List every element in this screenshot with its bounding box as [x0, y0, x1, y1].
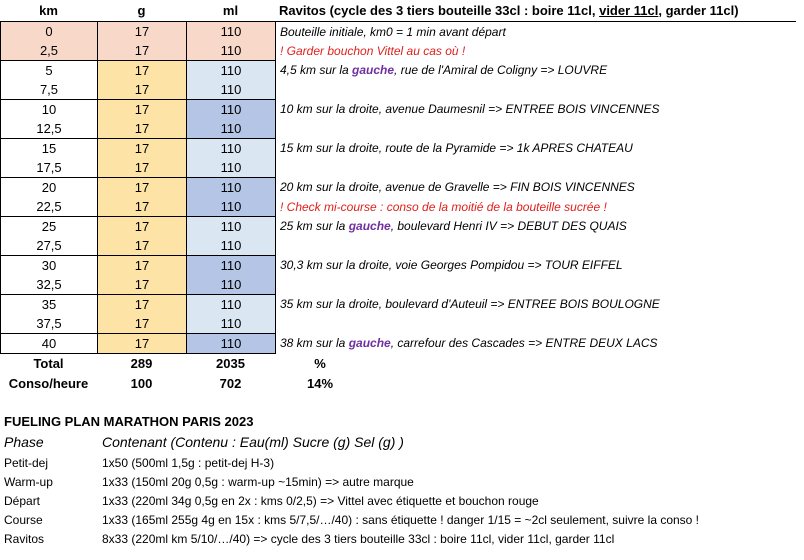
g-cell: 17: [98, 256, 187, 276]
note-text: 38 km sur la: [280, 336, 349, 351]
plan-desc: 1x33 (150ml 20g 0,5g : warm-up ~15min) => autre marque: [102, 475, 414, 489]
fueling-table: [0, 21, 796, 354]
note-text: , carrefour des Cascades => ENTRE DEUX LACS: [390, 336, 658, 351]
ml-header: ml: [222, 3, 239, 18]
plan-phase: Départ: [4, 494, 41, 508]
km-cell: 40: [1, 334, 98, 354]
ml-cell: 110: [187, 22, 276, 42]
table-row: [1, 22, 796, 42]
km-cell: 35: [1, 295, 98, 315]
contenant-header: Contenant (Contenu : Eau(ml) Sucre (g) Sel (g) ): [102, 434, 404, 450]
km-cell: 12,5: [1, 119, 98, 139]
note-cell: [276, 314, 796, 334]
table-row: [1, 197, 796, 217]
plan-title: FUELING PLAN MARATHON PARIS 2023: [4, 414, 254, 429]
note-text: , rue de l'Amiral de Coligny => LOUVRE: [394, 63, 608, 78]
table-row: [1, 217, 796, 237]
km-cell: 15: [1, 139, 98, 159]
note-cell: [276, 217, 796, 237]
ravitos-header-underlined: vider 11cl: [599, 3, 659, 18]
table-row: [1, 178, 796, 198]
ml-cell: 110: [187, 334, 276, 354]
note-text: 25 km sur la: [280, 219, 349, 234]
g-cell: 17: [98, 41, 187, 61]
ml-cell: 110: [187, 178, 276, 198]
g-cell: 17: [98, 80, 187, 100]
ml-cell: 110: [187, 256, 276, 276]
km-cell: 25: [1, 217, 98, 237]
km-cell: 2,5: [1, 41, 98, 61]
plan-desc: 1x33 (165ml 255g 4g en 15x : kms 5/7,5/…/40) : sans étiquette ! danger 1/15 = ~2cl seulement, suivre la conso !: [102, 513, 700, 527]
km-cell: 32,5: [1, 275, 98, 295]
g-cell: 17: [98, 158, 187, 178]
table-row: [1, 119, 796, 139]
note-cell: [276, 236, 796, 256]
note-cell: Bouteille initiale, km0 = 1 min avant départ: [276, 22, 796, 42]
ravitos-header-text: Ravitos (cycle des 3 tiers bouteille 33cl : boire 11cl,: [279, 3, 600, 18]
km-cell: 5: [1, 61, 98, 81]
note-cell: 35 km sur la droite, boulevard d'Auteuil => ENTREE BOIS BOULOGNE: [280, 297, 660, 312]
ml-cell: 110: [187, 275, 276, 295]
plan-desc: 1x33 (220ml 34g 0,5g en 2x : kms 0/2,5) => Vittel avec étiquette et bouchon rouge: [102, 494, 539, 508]
note-cell: [276, 119, 796, 139]
km-cell: 22,5: [1, 197, 98, 217]
km-cell: 27,5: [1, 236, 98, 256]
note-cell: 15 km sur la droite, route de la Pyramide => 1k APRES CHATEAU: [280, 141, 633, 156]
note-cell: ! Check mi-course : conso de la moitié de la bouteille sucrée !: [280, 199, 607, 214]
total-ml: 2035: [216, 356, 245, 371]
plan-desc: 1x50 (500ml 1,5g : petit-dej H-3): [102, 456, 275, 470]
table-row: [1, 100, 796, 120]
plan-phase: Ravitos: [4, 532, 45, 546]
g-cell: 17: [98, 178, 187, 198]
g-cell: 17: [98, 275, 187, 295]
pct-label: %: [314, 356, 326, 371]
table-row: [1, 314, 796, 334]
km-cell: 10: [1, 100, 98, 120]
note-cell: 10 km sur la droite, avenue Daumesnil => ENTREE BOIS VINCENNES: [280, 102, 660, 117]
plan-phase: Warm-up: [4, 475, 53, 489]
conso-pct: 14%: [306, 376, 334, 391]
note-cell: [276, 158, 796, 178]
ml-cell: 110: [187, 314, 276, 334]
ml-cell: 110: [187, 100, 276, 120]
ml-cell: 110: [187, 41, 276, 61]
ml-cell: 110: [187, 217, 276, 237]
g-cell: 17: [98, 295, 187, 315]
ml-cell: 110: [187, 139, 276, 159]
ml-cell: 110: [187, 197, 276, 217]
table-row: [1, 158, 796, 178]
plan-phase: Course: [4, 513, 43, 527]
g-cell: 17: [98, 197, 187, 217]
table-row: [1, 80, 796, 100]
note-text: , boulevard Henri IV => DEBUT DES QUAIS: [390, 219, 627, 234]
note-cell: ! Garder bouchon Vittel au cas où !: [280, 43, 466, 58]
g-header: g: [137, 3, 146, 18]
total-label: Total: [33, 356, 64, 371]
table-row: [1, 236, 796, 256]
note-gauche: gauche: [348, 219, 391, 234]
conso-label: Conso/heure: [8, 376, 89, 391]
g-cell: 17: [98, 334, 187, 354]
note-cell: [276, 275, 796, 295]
ravitos-header: [279, 3, 739, 18]
ml-cell: 110: [187, 61, 276, 81]
plan-phase: Petit-dej: [4, 456, 49, 470]
ravitos-header-end: , garder 11cl): [658, 3, 739, 18]
ml-cell: 110: [187, 158, 276, 178]
g-cell: 17: [98, 314, 187, 334]
note-text: 4,5 km sur la: [280, 63, 353, 78]
km-cell: 30: [1, 256, 98, 276]
table-row: [1, 139, 796, 159]
plan-desc: 8x33 (220ml km 5/10/…/40) => cycle des 3 tiers bouteille 33cl : boire 11cl, vider 11cl, garder 11cl: [102, 532, 615, 546]
ml-cell: 110: [187, 119, 276, 139]
note-cell: 20 km sur la droite, avenue de Gravelle => FIN BOIS VINCENNES: [280, 180, 635, 195]
note-cell: [276, 61, 796, 81]
table-row: [1, 41, 796, 61]
ml-cell: 110: [187, 295, 276, 315]
note-cell: [276, 80, 796, 100]
km-header: km: [39, 3, 58, 18]
table-row: [1, 61, 796, 81]
table-row: [1, 295, 796, 315]
km-cell: 20: [1, 178, 98, 198]
g-cell: 17: [98, 61, 187, 81]
ml-cell: 110: [187, 236, 276, 256]
note-cell: [276, 334, 796, 354]
conso-g: 100: [130, 376, 153, 391]
table-row: [1, 334, 796, 354]
g-cell: 17: [98, 139, 187, 159]
phase-header: Phase: [4, 434, 44, 450]
note-gauche: gauche: [352, 63, 395, 78]
km-cell: 37,5: [1, 314, 98, 334]
table-row: [1, 275, 796, 295]
g-cell: 17: [98, 217, 187, 237]
g-cell: 17: [98, 119, 187, 139]
g-cell: 17: [98, 100, 187, 120]
conso-ml: 702: [219, 376, 242, 391]
table-row: [1, 256, 796, 276]
km-cell: 7,5: [1, 80, 98, 100]
km-cell: 0: [1, 22, 98, 42]
total-g: 289: [130, 356, 153, 371]
g-cell: 17: [98, 236, 187, 256]
g-cell: 17: [98, 22, 187, 42]
ml-cell: 110: [187, 80, 276, 100]
km-cell: 17,5: [1, 158, 98, 178]
note-cell: 30,3 km sur la droite, voie Georges Pompidou => TOUR EIFFEL: [280, 258, 623, 273]
note-gauche: gauche: [348, 336, 391, 351]
